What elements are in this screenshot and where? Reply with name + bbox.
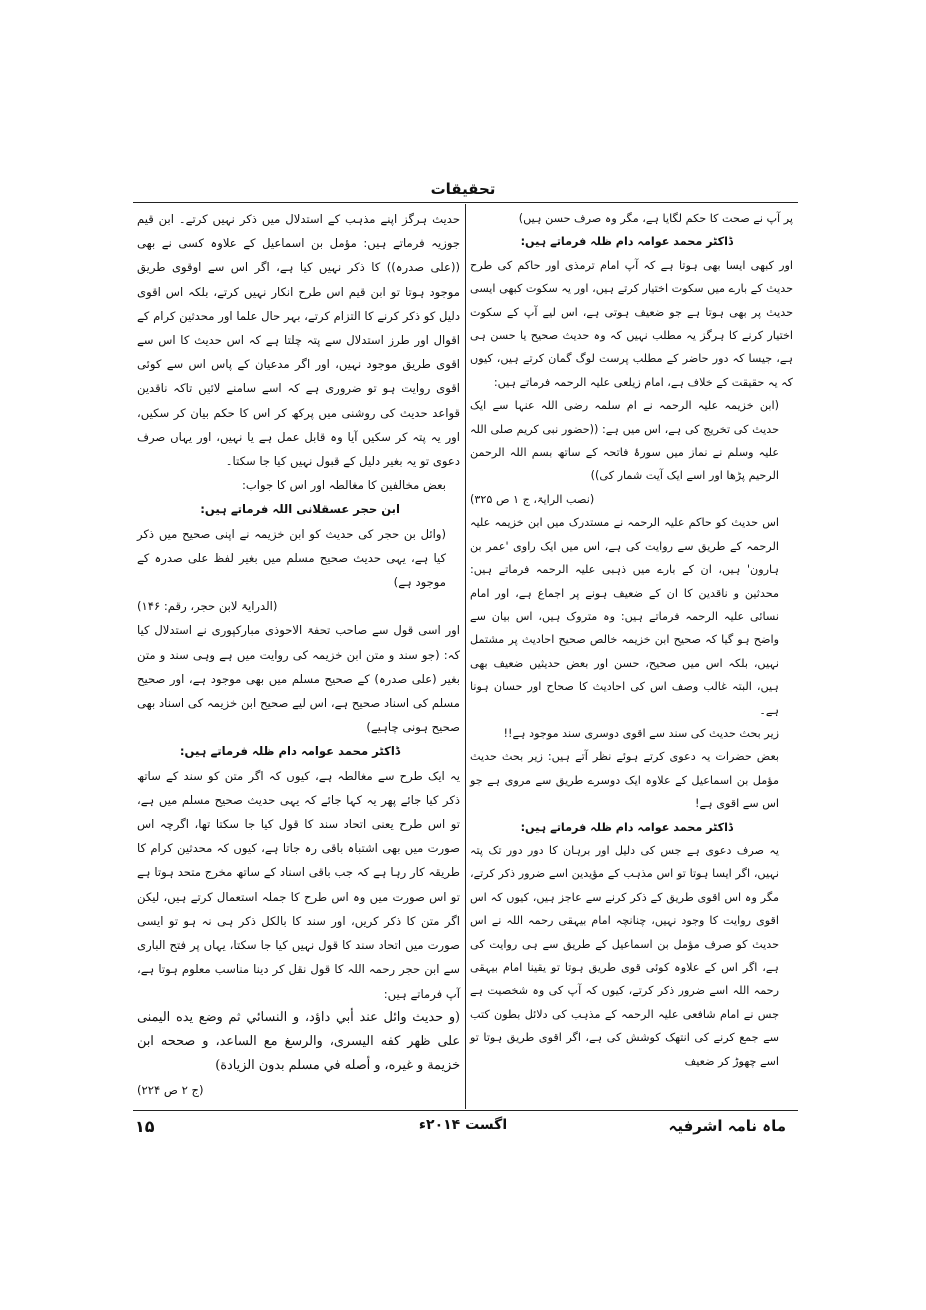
- citation: (نصب الرایۃ، ج ۱ ص ۳۲۵): [470, 492, 595, 506]
- paragraph: اس حدیث کو حاکم علیہ الرحمہ نے مستدرک میں ابن خزیمہ علیہ الرحمہ کے طریق سے روایت کی ہے، اس میں ایک راوی 'عمر بن ہارون' ہیں، ان کے بارے میں ذہبی علیہ الرحمہ فرماتے ہیں: محدثین و ناقدین کا ان کے ضعیف ہونے پر اجماع ہے، اور امام نسائی علیہ الرحمہ فرماتے ہیں: وہ متروک ہیں، اس بیان سے واضح ہو گیا کہ صحیح ابن خزیمہ خالص صحیح احادیث پر مشتمل نہیں، بلکہ اس میں صحیح، حسن اور بعض حدیثیں ضعیف بھی ہیں، البتہ غالب وصف اس کی احادیث کا صحاح اور حسان ہونا ہے۔: [470, 516, 779, 717]
- footer-rule: [133, 1110, 798, 1111]
- citation: (ج ۲ ص ۲۲۴): [137, 1083, 204, 1098]
- quote-lead: ڈاکٹر محمد عوامہ دام ظلہ فرماتے ہیں:: [520, 235, 733, 249]
- paragraph: (و حديث وائل عند أبي داؤد، و النسائي ثم وضع يده اليمنى على ظهر كفه اليسرى، والرسغ مع الساعد، و صححه ابن خزيمة و غيره، و أصله في مسلم بدون الزيادة): [137, 1009, 460, 1074]
- quote-lead: ابن حجر عسقلانی اللہ فرماتے ہیں:: [200, 502, 400, 517]
- citation: (الدرایۃ لابن حجر، رقم: ۱۴۶): [137, 599, 278, 614]
- paragraph: (وائل بن حجر کی حدیث کو ابن خزیمہ نے اپنی صحیح میں ذکر کیا ہے، یہی حدیث صحیح مسلم میں بغیر لفظ علی صدرہ کے موجود ہے): [137, 526, 446, 590]
- quote-lead: ڈاکٹر محمد عوامہ دام ظلہ فرماتے ہیں:: [520, 820, 733, 834]
- paragraph: اور اسی قول سے صاحب تحفۃ الاحوذی مبارکپوری نے استدلال کیا کہ: (جو سند و متن ابن خزیمہ کی روایت میں ہے وہی سند و متن بغیر (علی صدرہ) کے صحیح مسلم میں بھی موجود ہے، اور صحیح مسلم کی اسناد صحیح ہے، اس لیے صحیح ابن خزیمہ کی اسناد بھی صحیح ہونی چاہیے): [137, 623, 460, 735]
- paragraph: حدیث ہرگز اپنے مذہب کے استدلال میں ذکر نہیں کرتے۔ ابن قیم جوزیہ فرماتے ہیں: مؤمل بن اسماعیل کے علاوہ کسی نے بھی ((علی صدرہ)) کا ذکر نہیں کیا ہے، اگر اس سے اوقوی طریق موجود ہوتا تو ابن قیم اس طرح انکار نہیں کرتے، بلکہ اس اقوی دلیل کو ذکر کرنے کا التزام کرتے، بہر حال علما اور محدثین کرام کے اقوال اور طرز استدلال سے پتہ چلتا ہے کہ اس حدیث کا اس سے اقوی طریق موجود نہیں، اور اگر مدعیان کے پاس اس سے کوئی اقوی روایت ہو تو ضروری ہے کہ اسے سامنے لائیں تاکہ ناقدین قواعد حدیث کی روشنی میں پرکھ کر اس کا حکم بیان کر سکیں، اور یہ پتہ کر سکیں آیا وہ قابل عمل ہے یا نہیں، اور یہاں صرف دعوی تو یہ بغیر دلیل کے قبول نہیں کیا جا سکتا۔: [137, 212, 460, 469]
- paragraph: بعض حضرات یہ دعوی کرتے ہوئے نظر آتے ہیں: زیر بحث حدیث مؤمل بن اسماعیل کے علاوہ ایک دوسرے طریق سے مروی ہے جو اس سے اقوی ہے!: [470, 750, 779, 811]
- paragraph: بعض مخالفین کا مغالطہ اور اس کا جواب:: [241, 478, 446, 493]
- right-column: [470, 207, 793, 1073]
- paragraph: اور کبھی ایسا بھی ہوتا ہے کہ آپ امام ترمذی اور حاکم کی طرح حدیث کے بارے میں سکوت اختیار کرتے ہیں، اور یہ سکوت کبھی ایسی حدیث پر بھی ہوتا ہے جو ضعیف ہوتی ہے، اس لیے آپ کے سکوت اختیار کرنے کا ہرگز یہ مطلب نہیں کہ وہ حدیث صحیح یا حسن ہی ہے، جیسا کہ دور حاضر کے مطلب پرست لوگ گمان کرتے ہیں، کیوں کہ یہ حقیقت کے خلاف ہے، امام زیلعی علیہ الرحمہ فرماتے ہیں:: [470, 258, 793, 389]
- magazine-name: ماہ نامہ اشرفیہ: [668, 1117, 786, 1135]
- column-divider: [465, 204, 466, 1109]
- header-rule: [133, 202, 798, 203]
- issue-date: اگست ۲۰۱۴ء: [418, 1117, 508, 1133]
- quote-lead: ڈاکٹر محمد عوامہ دام ظلہ فرماتے ہیں:: [179, 744, 400, 759]
- left-column: [137, 207, 460, 1103]
- paragraph: (ابن خزیمہ علیہ الرحمہ نے ام سلمہ رضی اللہ عنہا سے ایک حدیث کی تخریج کی ہے، اس میں ہے: ((حضور نبی کریم صلی اللہ علیہ وسلم نے نماز میں سورۂ فاتحہ کے ساتھ بسم اللہ الرحمن الرحیم پڑھا اور اسے ایک آیت شمار کی)): [470, 399, 779, 483]
- paragraph: یہ صرف دعوی ہے جس کی دلیل اور برہان کا دور دور تک پتہ نہیں، اگر ایسا ہوتا تو اس مذہب کے مؤیدین اسے ضرور ذکر کرتے، مگر وہ اس اقوی طریق کے ذکر کرنے سے عاجز ہیں، کیوں کہ اس اقوی روایت کا وجود نہیں، چنانچہ امام بیہقی رحمہ اللہ نے اس حدیث کو صرف مؤمل بن اسماعیل کے طریق سے ہی روایت کی ہے، اگر اس کے علاوہ کوئی قوی طریق ہوتا تو یقینا امام بیہقی رحمہ اللہ اسے ضرور ذکر کرتے، کیوں کہ آپ کی وہ شخصیت ہے جس نے امام شافعی علیہ الرحمہ کے مذہب کی دلائل بطون کتب سے جمع کرنے کی انتھک کوشش کی ہے، اگر اقوی طریق ہوتا تو اسے چھوڑ کر ضعیف: [470, 843, 779, 1068]
- page-number: ۱۵: [135, 1117, 155, 1136]
- page-header-title: تحقیقات: [430, 180, 496, 198]
- paragraph: یہ ایک طرح سے مغالطہ ہے، کیوں کہ اگر متن کو سند کے ساتھ ذکر کیا جائے پھر یہ کہا جائے کہ یہی حدیث صحیح مسلم میں ہے، تو اس طرح یعنی اتحاد سند کا قول کیا جا سکتا تھا، اگرچہ اس صورت میں بھی اشتباہ باقی رہ جاتا ہے، کیوں کہ محدثین کرام کا طریقہ کار رہا ہے کہ جب باقی اسناد کے ساتھ مخرج متحد ہوتا ہے تو اس صورت میں وہ اس طرح کا جملہ استعمال کرتے ہیں، لیکن اگر متن کا ذکر کریں، اور سند کا بالکل ذکر ہی نہ ہو تو ایسی صورت میں اتحاد سند کا قول نہیں کیا جا سکتا، یہاں پر فتح الباری سے ابن حجر رحمہ اللہ کا قول نقل کر دینا مناسب معلوم ہوتا ہے، آپ فرماتے ہیں:: [137, 768, 460, 1001]
- paragraph: زیر بحث حدیث کی سند سے اقوی دوسری سند موجود ہے!!: [503, 726, 779, 740]
- paragraph: پر آپ نے صحت کا حکم لگایا ہے، مگر وہ صرف حسن ہیں): [518, 212, 793, 225]
